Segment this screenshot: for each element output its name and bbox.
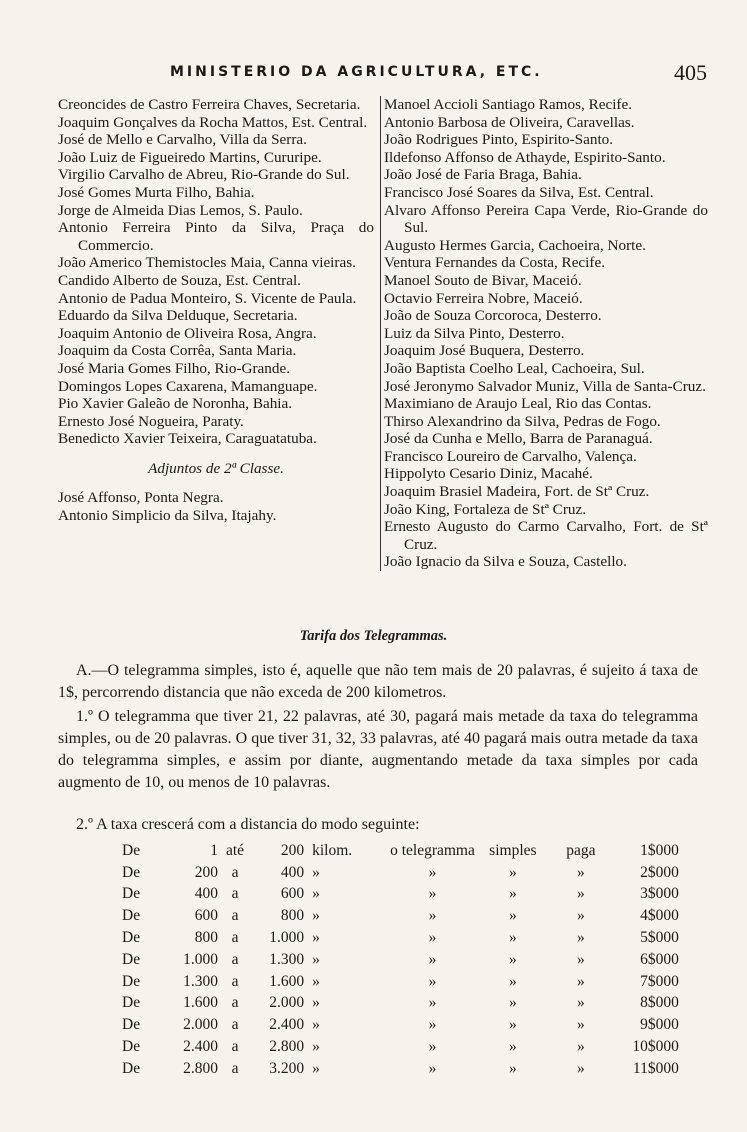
right-list-item: Ernesto Augusto do Carmo Carvalho, Fort. de Stª Cruz. bbox=[384, 518, 708, 553]
rate-cell-unit: » bbox=[312, 972, 320, 990]
rate-cell-price: 4$000 bbox=[640, 907, 679, 925]
rate-cell-c2: » bbox=[508, 885, 517, 903]
left-list-item: Joaquim da Costa Corrêa, Santa Maria. bbox=[58, 342, 297, 360]
rate-cell-to: 1.600 bbox=[269, 972, 305, 990]
rate-cell-from: 800 bbox=[194, 929, 218, 947]
rate-cell-c1: » bbox=[428, 950, 437, 968]
rate-cell-from: 400 bbox=[194, 885, 218, 903]
rate-cell-unit: » bbox=[312, 1016, 320, 1034]
page-header bbox=[170, 60, 707, 86]
rate-cell-c1: » bbox=[428, 1016, 437, 1034]
rate-cell-from: 600 bbox=[194, 907, 218, 925]
right-list-item: Luiz da Silva Pinto, Desterro. bbox=[384, 324, 565, 342]
rate-cell-c2: » bbox=[508, 1038, 517, 1056]
right-list-item: Hippolyto Cesario Diniz, Macahé. bbox=[384, 465, 593, 483]
rate-cell-unit: » bbox=[312, 907, 320, 925]
rate-cell-de: De bbox=[122, 1038, 141, 1056]
rate-row bbox=[118, 1036, 683, 1058]
rate-cell-price: 5$000 bbox=[640, 929, 679, 947]
rate-cell-from: 2.400 bbox=[183, 1038, 218, 1056]
rate-cell-c3: » bbox=[576, 929, 585, 947]
left-list-item: Joaquim Antonio de Oliveira Rosa, Angra. bbox=[58, 324, 317, 342]
rate-cell-c1: o telegramma bbox=[390, 841, 475, 859]
adjuntos-subheading: Adjuntos de 2ª Classe. bbox=[148, 459, 284, 477]
rate-cell-c3: » bbox=[576, 950, 585, 968]
rate-row bbox=[118, 862, 683, 884]
left-list-item: Joaquim Gonçalves da Rocha Mattos, Est. Central. bbox=[58, 113, 368, 131]
rate-cell-price: 6$000 bbox=[640, 950, 679, 968]
right-list-item: Augusto Hermes Garcia, Cachoeira, Norte. bbox=[384, 236, 646, 254]
rate-cell-de: De bbox=[122, 841, 141, 859]
rate-cell-a: a bbox=[231, 994, 239, 1012]
rate-cell-a: a bbox=[231, 1059, 239, 1077]
rate-cell-from: 2.000 bbox=[183, 1016, 218, 1034]
rate-cell-de: De bbox=[122, 1059, 141, 1077]
adjunto-list-item: Antonio Simplicio da Silva, Itajahy. bbox=[58, 507, 277, 525]
paragraph-1-text: 1.º O telegramma que tiver 21, 22 palavras, até 30, pagará mais metade da taxa do telegramma simples, ou de 20 palavras. O que tiver 31, 32, 33 palavras, até 40 pagará mais outra metade da taxa do telegramma simples, e assim por diante, augmentando metade da taxa simples por cada augmento de 10, ou menos de 10 palavras. bbox=[58, 708, 698, 791]
right-list-item: Octavio Ferreira Nobre, Maceió. bbox=[384, 289, 583, 307]
rate-cell-a: a bbox=[231, 1016, 239, 1034]
right-list-item: Manoel Accioli Santiago Ramos, Recife. bbox=[384, 96, 633, 113]
rate-cell-c2: » bbox=[508, 1059, 517, 1077]
left-list-item: José Gomes Murta Filho, Bahia. bbox=[58, 183, 255, 201]
rate-cell-unit: » bbox=[312, 1059, 320, 1077]
right-list-item: João Rodrigues Pinto, Espirito-Santo. bbox=[384, 131, 614, 149]
rate-cell-from: 1.600 bbox=[183, 994, 218, 1012]
rate-cell-c1: » bbox=[428, 863, 437, 881]
left-list-item: José de Mello e Carvalho, Villa da Serra. bbox=[58, 131, 307, 149]
rate-cell-unit: » bbox=[312, 1038, 320, 1056]
left-list-item: Pio Xavier Galeão de Noronha, Bahia. bbox=[58, 395, 293, 413]
right-list-item: Thirso Alexandrino da Silva, Pedras de Fogo. bbox=[384, 412, 661, 430]
rate-cell-a: a bbox=[231, 950, 239, 968]
right-list-item: Francisco José Soares da Silva, Est. Central. bbox=[384, 183, 654, 201]
right-list-item: Ventura Fernandes da Costa, Recife. bbox=[384, 254, 605, 272]
right-list-item: João Baptista Coelho Leal, Cachoeira, Sul. bbox=[384, 359, 645, 377]
rate-cell-de: De bbox=[122, 994, 141, 1012]
rate-cell-a: a bbox=[231, 929, 239, 947]
rate-cell-c2: » bbox=[508, 972, 517, 990]
rate-cell-c2: » bbox=[508, 863, 517, 881]
staff-list bbox=[58, 96, 708, 616]
right-list-item: João Ignacio da Silva e Souza, Castello. bbox=[384, 553, 627, 571]
rate-row bbox=[118, 1058, 683, 1080]
right-list-item: João José de Faria Braga, Bahia. bbox=[384, 166, 582, 184]
rate-cell-c2: simples bbox=[489, 841, 537, 859]
rate-cell-from: 2.800 bbox=[183, 1059, 218, 1077]
rate-cell-to: 2.000 bbox=[269, 994, 305, 1012]
rate-cell-price: 7$000 bbox=[640, 972, 679, 990]
right-list-item: Maximiano de Araujo Leal, Rio das Contas. bbox=[384, 395, 652, 413]
rate-cell-c1: » bbox=[428, 885, 437, 903]
rate-cell-de: De bbox=[122, 863, 141, 881]
rate-row bbox=[118, 1014, 683, 1036]
right-list-item: Antonio Barbosa de Oliveira, Caravellas. bbox=[384, 113, 635, 131]
paragraph-2-text: 2.º A taxa crescerá com a distancia do modo seguinte: bbox=[76, 816, 420, 833]
rate-row bbox=[118, 927, 683, 949]
rate-cell-price: 9$000 bbox=[640, 1016, 679, 1034]
left-list-item: Candido Alberto de Souza, Est. Central. bbox=[58, 271, 301, 289]
rate-cell-unit: » bbox=[312, 994, 320, 1012]
rate-cell-de: De bbox=[122, 907, 141, 925]
paragraph-1 bbox=[58, 706, 698, 794]
rate-cell-c1: » bbox=[428, 972, 437, 990]
rates-table bbox=[118, 840, 683, 1080]
right-list-item: Joaquim José Buquera, Desterro. bbox=[384, 342, 585, 360]
paragraph-a-text: A.—O telegramma simples, isto é, aquelle que não tem mais de 20 palavras, é sujeito á taxa de 1$, percorrendo distancia que não exceda de 200 kilometros. bbox=[58, 662, 698, 701]
rate-cell-c2: » bbox=[508, 1016, 517, 1034]
rate-cell-price: 8$000 bbox=[640, 994, 679, 1012]
rate-cell-from: 1.000 bbox=[183, 950, 218, 968]
rate-cell-a: até bbox=[226, 841, 245, 859]
rate-cell-a: a bbox=[231, 885, 239, 903]
rate-cell-price: 3$000 bbox=[640, 885, 679, 903]
rate-cell-to: 200 bbox=[280, 841, 305, 859]
paragraph-2 bbox=[58, 814, 698, 836]
right-list-item: Francisco Loureiro de Carvalho, Valença. bbox=[384, 447, 637, 465]
rate-cell-a: a bbox=[231, 1038, 239, 1056]
rate-cell-de: De bbox=[122, 950, 141, 968]
rate-cell-price: 10$000 bbox=[632, 1038, 679, 1056]
right-column bbox=[380, 96, 708, 571]
rate-cell-c3: » bbox=[576, 1016, 585, 1034]
rate-row bbox=[118, 971, 683, 993]
rate-cell-unit: » bbox=[312, 863, 320, 881]
left-list-item: João Luiz de Figueiredo Martins, Cururipe. bbox=[58, 148, 322, 166]
rate-cell-c3: » bbox=[576, 972, 585, 990]
rate-cell-c3: » bbox=[576, 863, 585, 881]
rate-cell-from: 1.300 bbox=[183, 972, 218, 990]
rate-cell-a: a bbox=[231, 863, 239, 881]
rate-cell-to: 400 bbox=[280, 863, 305, 881]
rate-cell-c1: » bbox=[428, 929, 437, 947]
rate-cell-unit: » bbox=[312, 885, 320, 903]
rate-cell-to: 2.800 bbox=[269, 1038, 305, 1056]
rate-row bbox=[118, 993, 683, 1015]
left-list-item: José Maria Gomes Filho, Rio-Grande. bbox=[58, 359, 290, 377]
right-list-item: Ildefonso Affonso de Athayde, Espirito-Santo. bbox=[384, 148, 666, 166]
rate-cell-c3: paga bbox=[566, 841, 596, 859]
rate-cell-to: 1.300 bbox=[269, 950, 305, 968]
rate-cell-price: 2$000 bbox=[640, 863, 679, 881]
rate-cell-c3: » bbox=[576, 994, 585, 1012]
running-title: MINISTERIO DA AGRICULTURA, ETC. bbox=[170, 64, 543, 80]
left-list-item: Antonio Ferreira Pinto da Silva, Praça do Commercio. bbox=[58, 219, 374, 254]
rate-cell-unit: » bbox=[312, 929, 320, 947]
rate-row bbox=[118, 949, 683, 971]
left-list-item: Antonio de Padua Monteiro, S. Vicente de Paula. bbox=[58, 289, 357, 307]
left-list-item: Ernesto José Nogueira, Paraty. bbox=[58, 412, 244, 430]
rate-row bbox=[118, 840, 683, 862]
rate-cell-a: a bbox=[231, 907, 239, 925]
right-list-item: João King, Fortaleza de Stª Cruz. bbox=[384, 500, 587, 518]
right-list-item: João de Souza Corcoroca, Desterro. bbox=[384, 307, 602, 325]
paragraph-a bbox=[58, 660, 698, 704]
left-list-item: Jorge de Almeida Dias Lemos, S. Paulo. bbox=[58, 201, 303, 219]
rate-cell-de: De bbox=[122, 972, 141, 990]
rate-cell-c2: » bbox=[508, 929, 517, 947]
left-list-item: João Americo Themistocles Maia, Canna vieiras. bbox=[58, 254, 356, 272]
rate-cell-de: De bbox=[122, 929, 141, 947]
left-column bbox=[58, 96, 374, 525]
rate-cell-from: 1 bbox=[210, 841, 218, 859]
rate-cell-c3: » bbox=[576, 885, 585, 903]
tarifa-title: Tarifa dos Telegrammas. bbox=[299, 628, 448, 644]
rate-row bbox=[118, 905, 683, 927]
rate-cell-to: 800 bbox=[280, 907, 305, 925]
rate-cell-price: 11$000 bbox=[632, 1059, 679, 1077]
rate-cell-unit: » bbox=[312, 950, 320, 968]
left-list-item: Creoncides de Castro Ferreira Chaves, Secretaria. bbox=[58, 96, 361, 113]
rate-cell-a: a bbox=[231, 972, 239, 990]
left-list-item: Benedicto Xavier Teixeira, Caraguatatuba. bbox=[58, 430, 317, 448]
left-list-item: Eduardo da Silva Delduque, Secretaria. bbox=[58, 307, 298, 325]
rate-cell-c3: » bbox=[576, 907, 585, 925]
rate-cell-c2: » bbox=[508, 950, 517, 968]
rate-cell-c1: » bbox=[428, 907, 437, 925]
rate-cell-c3: » bbox=[576, 1038, 585, 1056]
rate-cell-c2: » bbox=[508, 907, 517, 925]
rate-cell-from: 200 bbox=[194, 863, 218, 881]
rate-cell-to: 3.200 bbox=[269, 1059, 305, 1077]
rate-cell-c1: » bbox=[428, 1038, 437, 1056]
right-list-item: José Jeronymo Salvador Muniz, Villa de Santa-Cruz. bbox=[384, 377, 706, 395]
rate-row bbox=[118, 884, 683, 906]
page-number: 405 bbox=[674, 60, 707, 85]
rate-cell-c2: » bbox=[508, 994, 517, 1012]
right-list-item: José da Cunha e Mello, Barra de Paranaguá. bbox=[384, 430, 653, 448]
rate-cell-to: 600 bbox=[280, 885, 305, 903]
rate-cell-c1: » bbox=[428, 994, 437, 1012]
left-list-item: Domingos Lopes Caxarena, Mamanguape. bbox=[58, 377, 318, 395]
rate-cell-unit: kilom. bbox=[312, 841, 353, 859]
right-list-item: Manoel Souto de Bivar, Maceió. bbox=[384, 271, 582, 289]
adjunto-list-item: José Affonso, Ponta Negra. bbox=[58, 489, 224, 507]
right-list-item: Joaquim Brasiel Madeira, Fort. de Stª Cruz. bbox=[384, 483, 650, 501]
rate-cell-price: 1$000 bbox=[640, 841, 679, 859]
rate-cell-to: 1.000 bbox=[269, 929, 305, 947]
right-list-item: Alvaro Affonso Pereira Capa Verde, Rio-Grande do Sul. bbox=[384, 201, 708, 237]
rate-cell-de: De bbox=[122, 885, 141, 903]
rate-cell-c1: » bbox=[428, 1059, 437, 1077]
left-list-item: Virgilio Carvalho de Abreu, Rio-Grande do Sul. bbox=[58, 166, 350, 184]
rate-cell-to: 2.400 bbox=[269, 1016, 305, 1034]
rate-cell-c3: » bbox=[576, 1059, 585, 1077]
rate-cell-de: De bbox=[122, 1016, 141, 1034]
